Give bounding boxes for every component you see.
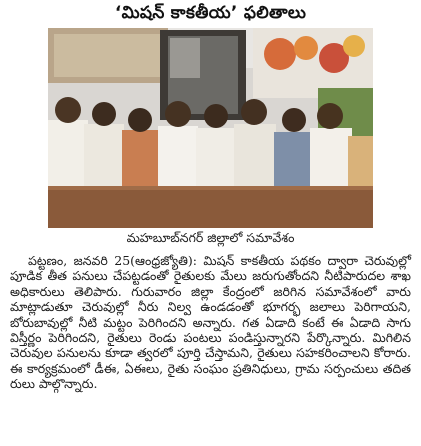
photo-caption: మహబూబ్‌నగర్ జిల్లాలో సమావేశం bbox=[126, 230, 295, 245]
article-body bbox=[10, 253, 411, 392]
news-photo bbox=[48, 28, 373, 228]
headline: ‘మిషన్ కాకతీయ’ ఫలితాలు bbox=[114, 3, 307, 23]
article-paragraph: పట్టణం, జనవరి 25(ఆంధ్రజ్యోతి): మిషన్ కాకతీయ పథకం ద్వారా చెరువుల్లో పూడిక తీత పనులు చేపట్టడంతో రైతులకు మేలు జరుగుతోందని నీటిపారుదల శాఖ అధికారులు తెలిపారు. గురువారం జిల్లా కేంద్రంలో జరిగిన సమావేశంలో వారు మాట్లాడుతూ చెరువుల్లో నీరు నిల్వ ఉండడంతో భూగర్భ జలాలు పెరిగాయని, బోరుబావుల్లో నీటి మట్టం పెరిగిందని అన్నారు. గత ఏడాది కంటే ఈ ఏడాది సాగు విస్తీర్ణం పెరిగిందని, రైతులు రెండు పంటలు పండిస్తున్నారని పేర్కొన్నారు. మిగిలిన చెరువుల పనులను కూడా త్వరలో పూర్తి చేస్తామని, రైతులు సహకరించాలని కోరారు. ఈ కార్యక్రమంలో డీఈ, ఏఈలు, రైతు సంఘం ప్రతినిధులు, గ్రామ సర్పంచులు తదితరులు పాల్గొన్నారు. bbox=[10, 253, 411, 392]
meeting-photo-illustration bbox=[48, 28, 373, 228]
